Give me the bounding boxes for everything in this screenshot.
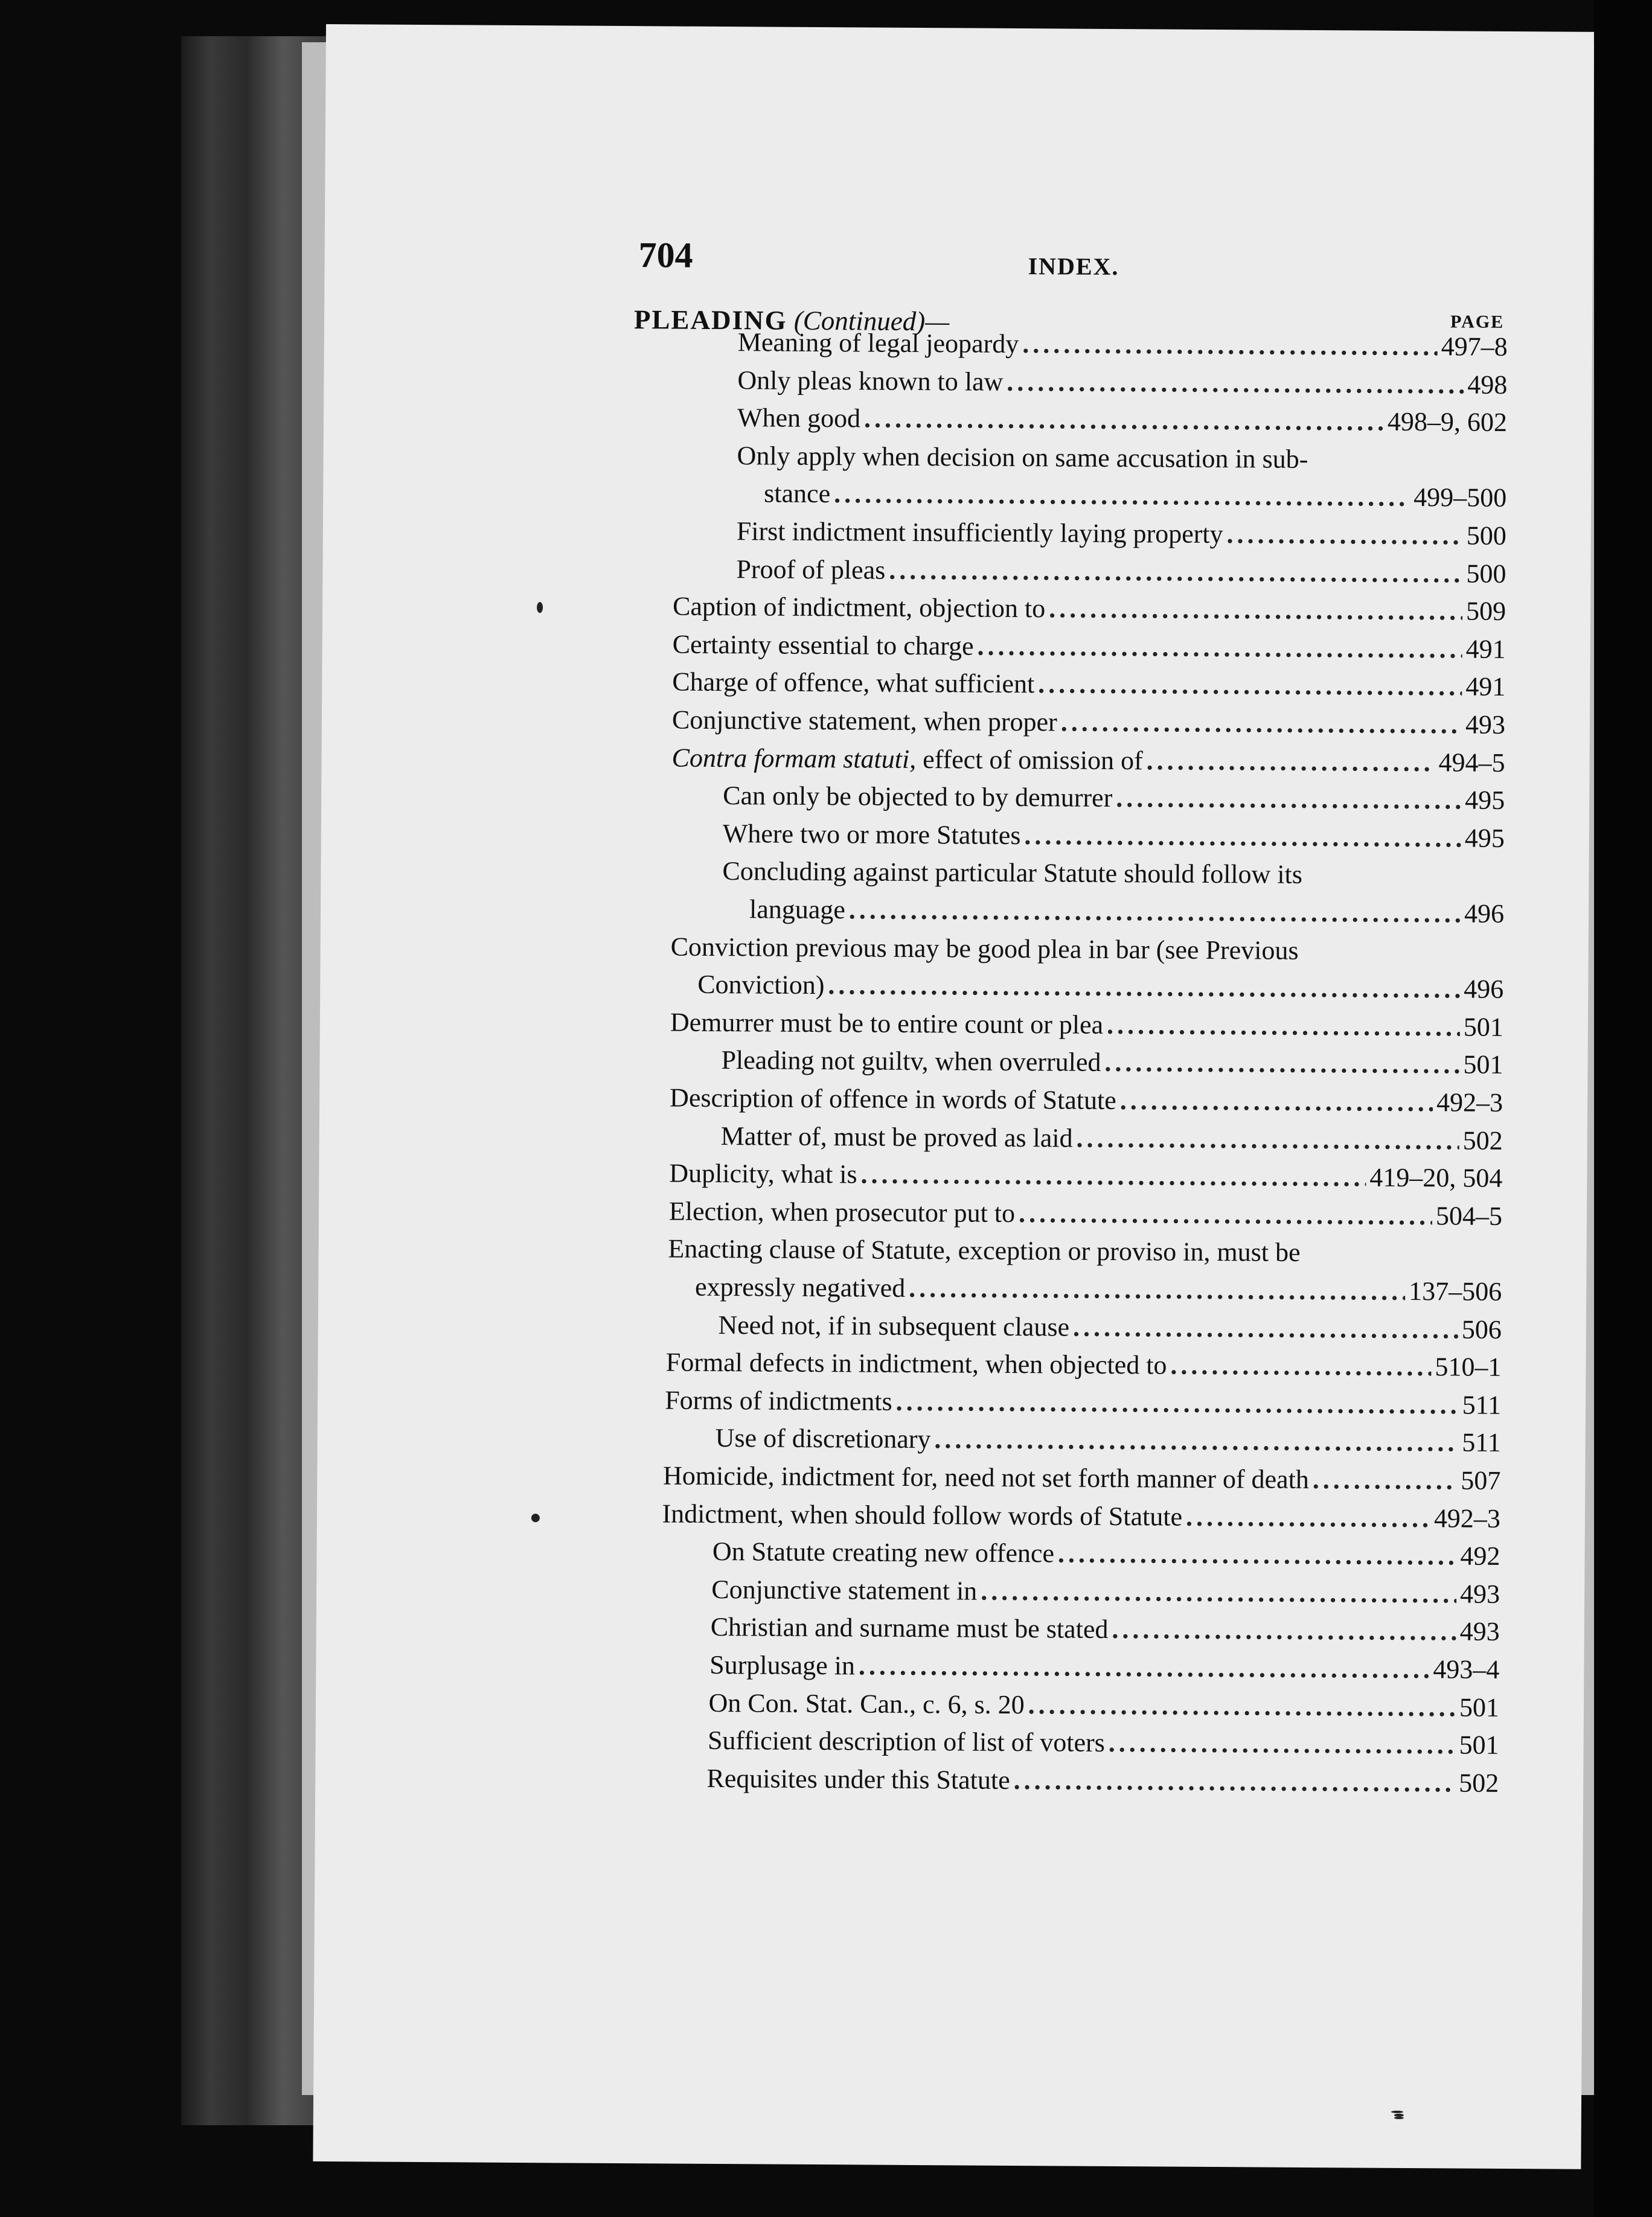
index-entry-text: Description of offence in words of Statute xyxy=(669,1083,1116,1116)
index-entry-page: 509 xyxy=(1465,596,1506,627)
index-entry xyxy=(749,891,1504,933)
index-entry-page: 493–4 xyxy=(1433,1654,1500,1684)
index-entry-page: 496 xyxy=(1464,898,1505,929)
index-entry xyxy=(764,475,1506,517)
dot-leader xyxy=(860,1156,1366,1197)
index-entry-text: Caption of indictment, objection to xyxy=(672,591,1046,624)
index-entry xyxy=(709,1646,1500,1689)
index-entry-text: On Statute creating new offence xyxy=(712,1537,1055,1569)
index-entry xyxy=(721,1118,1503,1160)
dot-leader xyxy=(1038,666,1462,706)
dot-leader xyxy=(1226,516,1463,554)
book-page xyxy=(313,24,1594,2169)
index-entry-text: Demurrer must be to entire count or plea xyxy=(670,1007,1104,1040)
dot-leader xyxy=(1186,1498,1430,1537)
dot-leader xyxy=(1112,1611,1456,1650)
index-entry xyxy=(736,551,1506,593)
index-entry-page: 419–20, 504 xyxy=(1369,1162,1503,1194)
index-entry-page: 493 xyxy=(1459,1616,1500,1647)
index-entry-text: Use of discretionary xyxy=(715,1423,931,1454)
index-entry xyxy=(673,625,1506,668)
index-entry-text: Formal defects in indictment, when objected to xyxy=(665,1347,1167,1380)
index-entry-text: Where two or more Statutes xyxy=(722,818,1021,850)
index-entry-text: When good xyxy=(737,403,861,433)
dot-leader xyxy=(1019,1195,1432,1235)
index-entry-first-line: Concluding against particular Statute should follow its xyxy=(722,856,1303,890)
index-entry-page: 491 xyxy=(1465,634,1506,664)
index-entry-text: Charge of offence, what sufficient xyxy=(672,667,1035,699)
dot-leader xyxy=(909,1270,1405,1310)
index-entry xyxy=(669,1192,1502,1235)
index-entry-page: 511 xyxy=(1462,1390,1502,1420)
index-entry-page: 501 xyxy=(1463,1012,1504,1042)
dot-leader xyxy=(1104,1044,1459,1084)
index-entry-text: Certainty essential to charge xyxy=(672,629,974,661)
dot-leader xyxy=(896,1383,1459,1424)
index-entry-text: Christian and surname must be stated xyxy=(710,1612,1109,1645)
index-entry-page: 511 xyxy=(1462,1427,1501,1458)
index-entry-page: 499–500 xyxy=(1413,482,1507,513)
index-entry-page: 495 xyxy=(1464,823,1505,853)
index-entry-text: stance xyxy=(764,478,831,509)
index-entry xyxy=(665,1381,1501,1424)
dot-leader xyxy=(859,1647,1430,1688)
index-entry-text: Meaning of legal jeopardy xyxy=(737,327,1019,359)
index-entry-page: 492–3 xyxy=(1433,1503,1501,1534)
index-entry-page: 502 xyxy=(1459,1768,1499,1798)
index-entry-page: 495 xyxy=(1465,785,1505,816)
index-entry-text: Proof of pleas xyxy=(736,554,886,585)
dot-leader xyxy=(934,1421,1458,1462)
index-entry xyxy=(671,739,1505,781)
index-entry-text: First indictment insufficiently laying property xyxy=(736,516,1223,549)
dot-leader xyxy=(981,1572,1456,1613)
index-entry xyxy=(711,1571,1500,1613)
index-entry-text xyxy=(671,739,1143,779)
index-entry-text: Requisites under this Statute xyxy=(706,1763,1010,1795)
index-entry-page: 497–8 xyxy=(1441,331,1508,362)
page-number: 704 xyxy=(638,235,693,275)
index-entry-page: 493 xyxy=(1459,1579,1500,1609)
index-entry-text: Conjunctive statement, when proper xyxy=(671,705,1057,737)
dot-leader xyxy=(1120,1082,1433,1121)
index-entry-page: 510–1 xyxy=(1435,1352,1502,1383)
dot-leader xyxy=(977,627,1462,668)
index-entry-page: 502 xyxy=(1462,1125,1503,1156)
index-entry-first-line: Enacting clause of Statute, exception or proviso in, must be xyxy=(668,1233,1301,1268)
index-entry-text: Election, when prosecutor put to xyxy=(668,1196,1016,1228)
ink-speck xyxy=(1394,2117,1404,2119)
dot-leader xyxy=(1170,1347,1431,1386)
index-entry-page: 504–5 xyxy=(1435,1201,1503,1231)
dot-leader xyxy=(828,967,1460,1008)
index-entry-text: Need not, if in subsequent clause xyxy=(718,1310,1070,1342)
index-entries xyxy=(313,24,1594,2169)
index-entry xyxy=(662,1495,1500,1537)
dot-leader xyxy=(1061,703,1462,743)
index-entry-page: 493 xyxy=(1465,709,1506,740)
heading-continued: (Continued)— xyxy=(793,305,950,337)
index-entry-text: Pleading not guiltv, when overruled xyxy=(721,1045,1101,1078)
scan-border xyxy=(1594,0,1652,2217)
dot-leader xyxy=(1107,1006,1460,1046)
index-entry-text: On Con. Stat. Can., c. 6, s. 20 xyxy=(708,1688,1025,1720)
index-entry-text: language xyxy=(749,894,846,925)
dot-leader xyxy=(1014,1762,1456,1802)
index-entry-page: 494–5 xyxy=(1438,747,1505,778)
running-head: INDEX. xyxy=(1028,252,1119,281)
dot-leader xyxy=(849,891,1461,932)
index-entry-text: Only pleas known to law xyxy=(737,365,1004,397)
index-entry-text: Conjunctive statement in xyxy=(711,1574,978,1606)
dot-leader xyxy=(834,476,1410,517)
index-entry xyxy=(718,1307,1502,1349)
index-entry-page: 491 xyxy=(1465,671,1506,702)
index-entry-first-line: Only apply when decision on same accusation in sub- xyxy=(737,440,1308,474)
index-entry-text: Can only be objected to by demurrer xyxy=(723,781,1113,813)
dot-leader xyxy=(1024,817,1461,857)
dot-leader xyxy=(1049,590,1462,630)
index-entry xyxy=(723,777,1505,819)
index-entry-italic-text: Contra formam statuti, xyxy=(671,743,917,774)
index-entry-text: Indictment, when should follow words of Statute xyxy=(662,1499,1183,1532)
index-entry xyxy=(669,1155,1502,1197)
index-entry-page: 492 xyxy=(1460,1541,1500,1572)
index-entry xyxy=(672,702,1505,744)
index-entry-page: 501 xyxy=(1463,1049,1503,1080)
index-entry-page: 507 xyxy=(1461,1465,1501,1496)
ink-speck xyxy=(531,1514,540,1522)
index-entry-text: Matter of, must be proved as laid xyxy=(720,1121,1073,1153)
ink-speck xyxy=(1391,2111,1403,2113)
dot-leader xyxy=(1022,325,1438,365)
index-entry xyxy=(737,362,1507,404)
index-entry-text: Sufficient description of list of voters xyxy=(707,1726,1106,1758)
index-entry-text: Forms of indictments xyxy=(665,1385,892,1416)
dot-leader xyxy=(1073,1308,1458,1348)
index-entry-page: 498–9, 602 xyxy=(1387,406,1508,438)
index-entry-text: expressly negatived xyxy=(694,1272,906,1303)
dot-leader xyxy=(1076,1119,1459,1159)
index-entry xyxy=(737,513,1506,555)
dot-leader xyxy=(1147,742,1435,781)
index-entry-page: 501 xyxy=(1459,1730,1499,1761)
dot-leader xyxy=(1109,1724,1456,1764)
index-entry-page: 496 xyxy=(1464,974,1504,1005)
dot-leader xyxy=(1028,1686,1456,1726)
index-entry xyxy=(670,1003,1503,1046)
index-entry xyxy=(737,399,1507,441)
page-column-label: PAGE xyxy=(1450,312,1505,332)
index-entry-page: 501 xyxy=(1459,1692,1500,1723)
index-entry xyxy=(721,1041,1503,1084)
dot-leader xyxy=(889,551,1463,592)
index-entry-page: 492–3 xyxy=(1436,1087,1503,1118)
heading-term: PLEADING xyxy=(633,304,787,336)
ink-speck xyxy=(537,602,543,613)
index-entry-page: 500 xyxy=(1466,558,1506,589)
dot-leader xyxy=(1116,779,1461,819)
index-entry xyxy=(673,588,1506,630)
index-entry-text: Surplusage in xyxy=(709,1649,856,1681)
index-entry-text: Duplicity, what is xyxy=(669,1158,857,1189)
index-entry xyxy=(708,1684,1499,1727)
index-entry xyxy=(663,1457,1501,1499)
dot-leader xyxy=(1058,1535,1457,1575)
index-entry xyxy=(672,664,1505,706)
index-entry-page: 498 xyxy=(1467,370,1508,400)
index-entry-first-line: Conviction previous may be good plea in bar (see Previous xyxy=(670,932,1299,965)
index-entry-text: Homicide, indictment for, need not set forth manner of death xyxy=(662,1460,1310,1494)
index-entry xyxy=(670,1080,1503,1122)
index-entry xyxy=(738,324,1508,366)
index-entry-page: 137–506 xyxy=(1409,1276,1502,1307)
index-entry xyxy=(697,966,1503,1008)
index-entry-text: Conviction) xyxy=(697,969,825,1000)
index-entry xyxy=(723,815,1505,857)
dot-leader xyxy=(1007,363,1464,403)
index-entry-page: 500 xyxy=(1466,520,1507,551)
dot-leader xyxy=(1313,1461,1458,1499)
index-entry xyxy=(711,1608,1500,1651)
index-entry xyxy=(708,1722,1499,1764)
index-entry-page: 506 xyxy=(1461,1314,1502,1345)
dot-leader xyxy=(864,400,1384,441)
index-entry-text-rest: effect of omission of xyxy=(916,744,1143,775)
index-entry xyxy=(712,1533,1500,1575)
index-entry xyxy=(695,1268,1502,1311)
index-entry xyxy=(716,1419,1501,1462)
index-entry xyxy=(706,1760,1499,1802)
index-entry xyxy=(666,1344,1502,1386)
